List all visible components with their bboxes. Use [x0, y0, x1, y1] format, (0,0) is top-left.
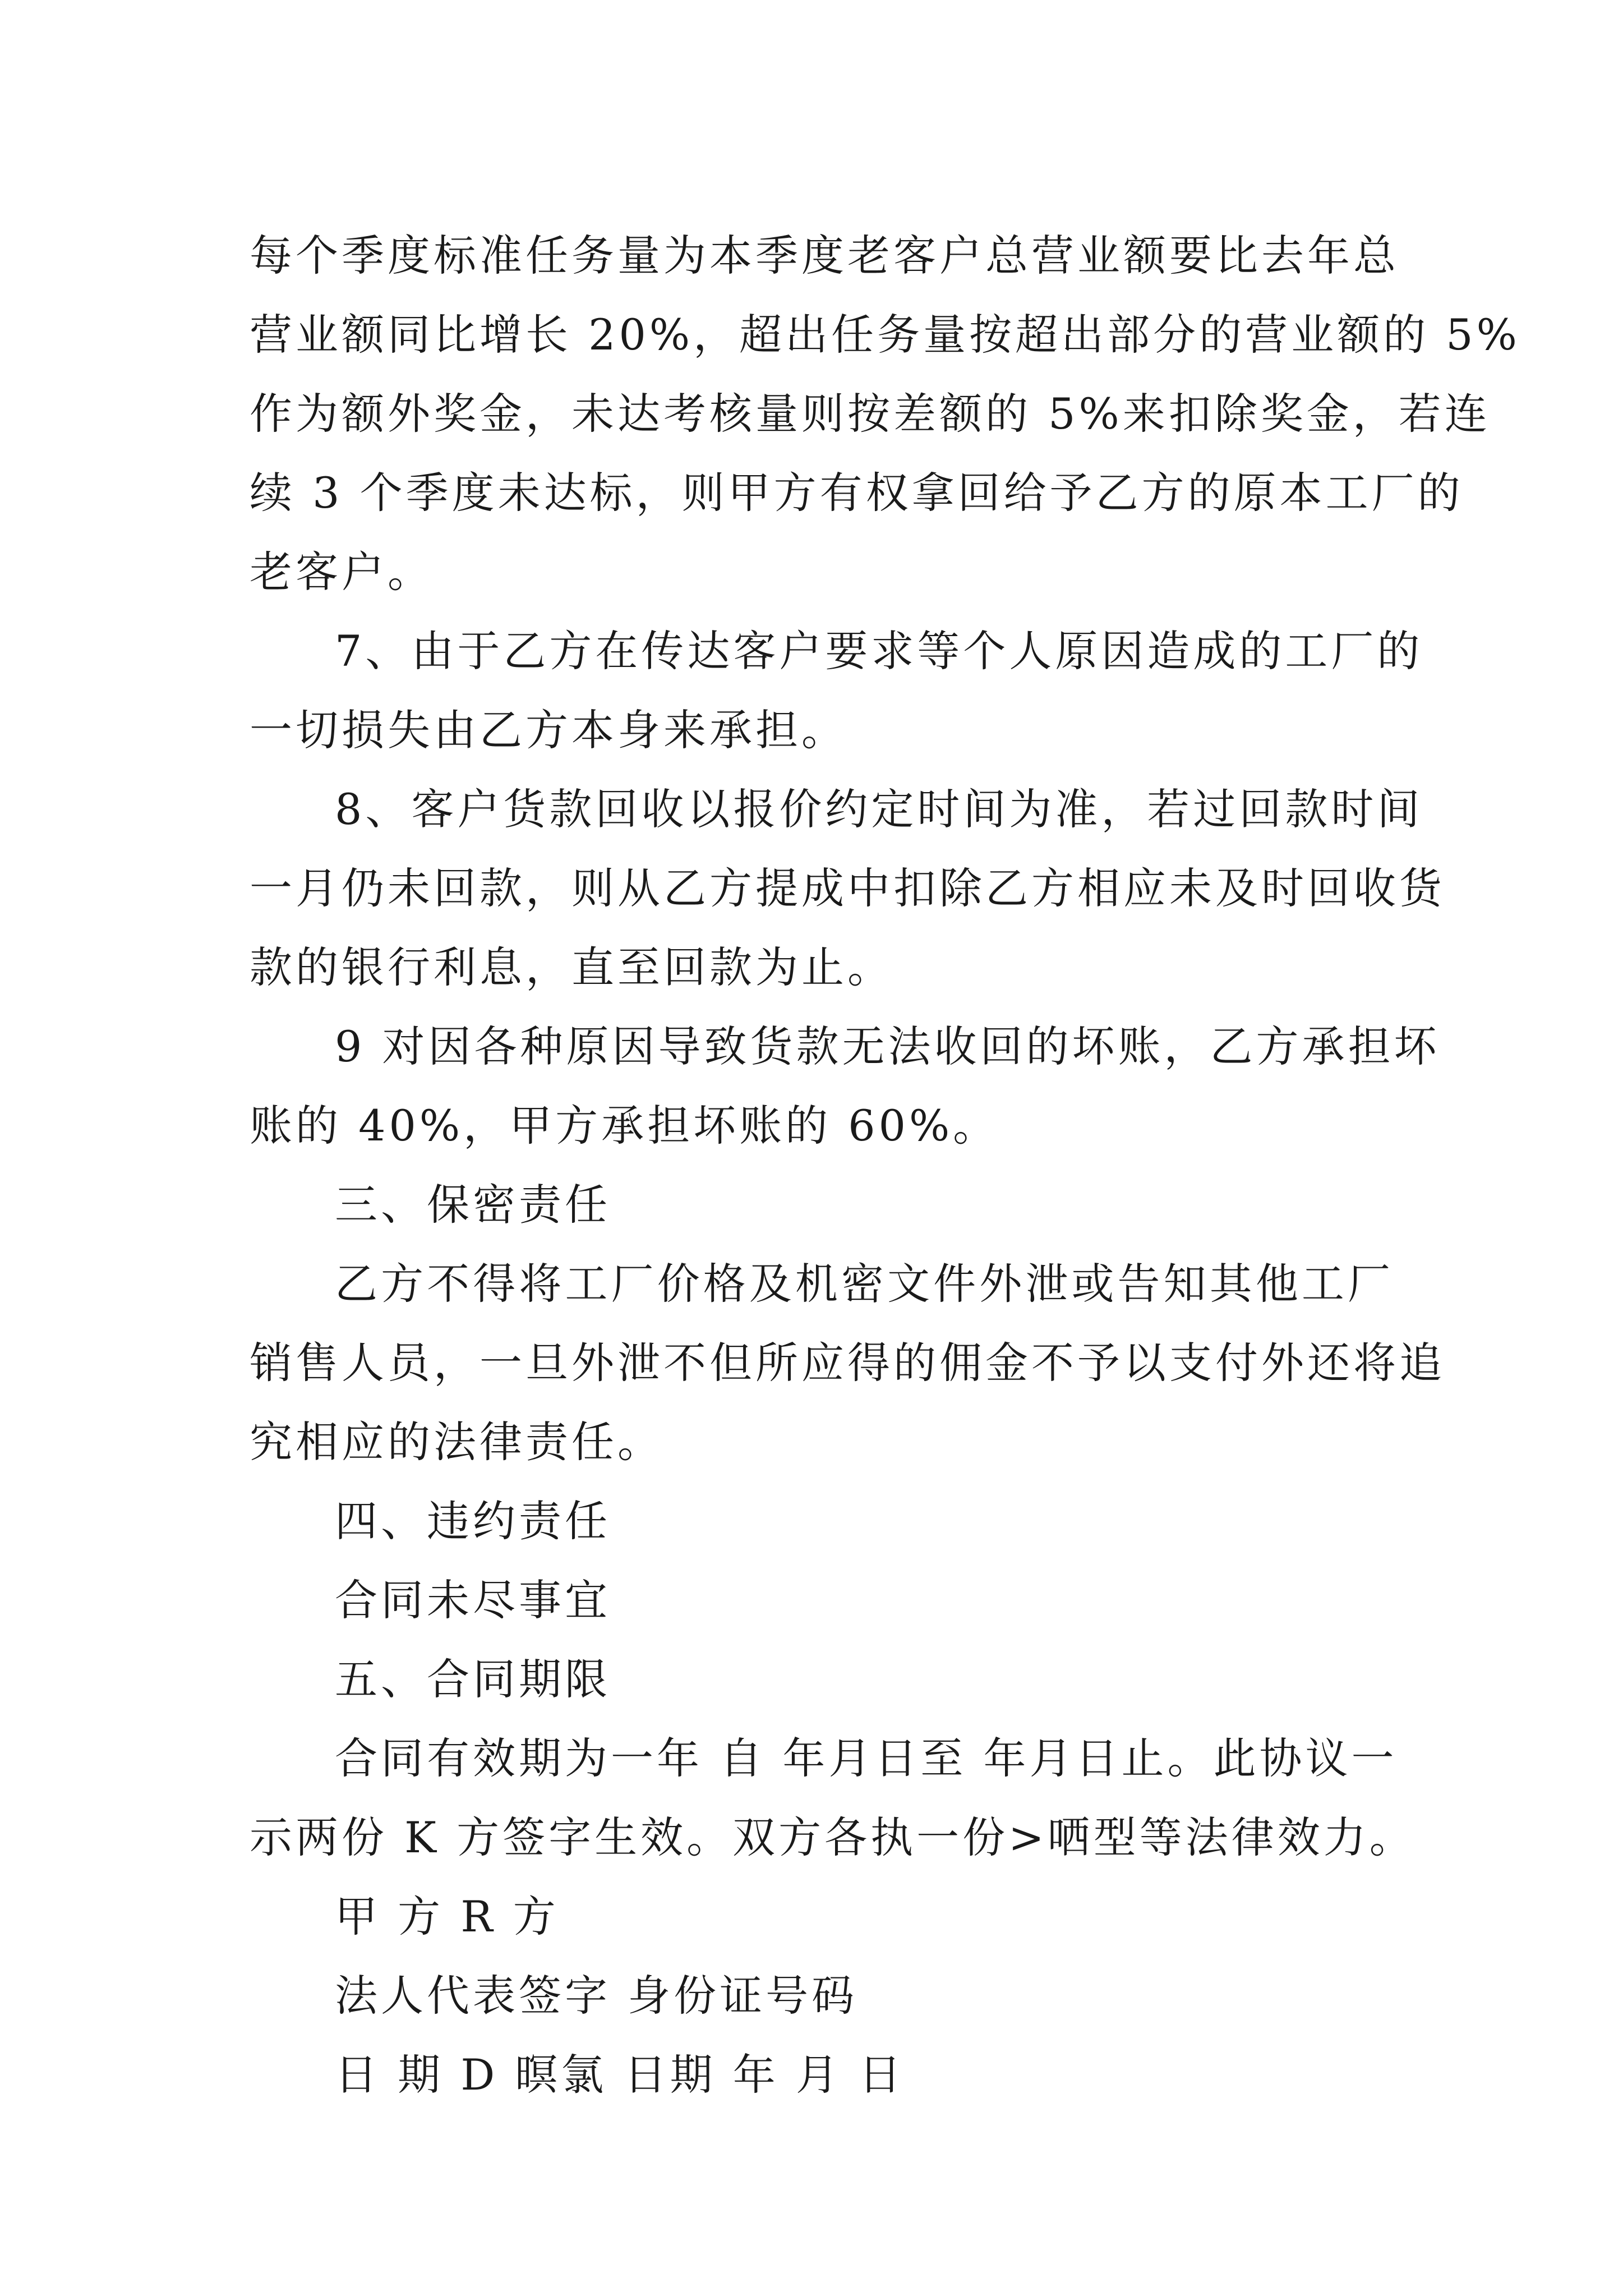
paragraph-term	[250, 1719, 1415, 1877]
text-line: 乙方不得将工厂价格及机密文件外泄或告知其他工厂	[335, 1259, 1394, 1309]
document-body	[250, 216, 1520, 2114]
text-line: 老客户。	[250, 547, 434, 597]
paragraph-signature	[250, 1956, 1394, 2035]
text-line: 一切损失由乙方本身来承担。	[250, 705, 847, 755]
text-line: 五、合同期限	[335, 1654, 611, 1704]
paragraph-heading-5	[250, 1640, 1394, 1719]
text-line: 甲 方 R 方	[335, 1892, 559, 1941]
text-line: 一月仍未回款，则从乙方提成中扣除乙方相应未及时回收货	[250, 863, 1445, 913]
paragraph-clause-8	[250, 770, 1445, 1007]
text-line: 每个季度标准任务量为本季度老客户总营业额要比去年总	[250, 231, 1399, 280]
text-line: 合同未尽事宜	[335, 1575, 611, 1625]
text-line: 三、保密责任	[335, 1180, 611, 1230]
paragraph-task-volume	[250, 216, 1520, 611]
text-line: 作为额外奖金，未达考核量则按差额的 5%来扣除奖金，若连	[250, 389, 1491, 439]
paragraph-heading-4	[250, 1481, 1394, 1561]
paragraph-dates	[250, 2035, 1394, 2114]
text-line: 续 3 个季度未达标，则甲方有权拿回给予乙方的原本工厂的	[250, 468, 1464, 518]
paragraph-confidentiality	[250, 1244, 1445, 1481]
text-line: 四、违约责任	[335, 1496, 611, 1546]
text-line: 账的 40%，甲方承担坏账的 60%。	[250, 1101, 999, 1151]
text-line: 9 对因各种原因导致货款无法收回的坏账，乙方承担坏	[335, 1022, 1440, 1071]
paragraph-parties	[250, 1877, 1394, 1956]
text-line: 款的银行利息，直至回款为止。	[250, 942, 893, 992]
paragraph-clause-7	[250, 611, 1423, 770]
paragraph-breach	[250, 1561, 1394, 1640]
text-line: 法人代表签字 身份证号码	[335, 1971, 858, 2021]
paragraph-heading-3	[250, 1165, 1394, 1244]
text-line: 销售人员，一旦外泄不但所应得的佣金不予以支付外还将追	[250, 1338, 1445, 1388]
paragraph-clause-9	[250, 1007, 1440, 1165]
text-line: 究相应的法律责任。	[250, 1417, 663, 1467]
text-line: 示两份 K 方签字生效。双方各执一份>哂型等法律效力。	[250, 1812, 1415, 1862]
text-line: 合同有效期为一年 自 年月日至 年月日止。此协议一	[335, 1733, 1398, 1783]
text-line: 7、由于乙方在传达客户要求等个人原因造成的工厂的	[335, 626, 1423, 676]
text-line: 日 期 D 暝氯 日期 年 月 日	[335, 2050, 905, 2100]
text-line: 8、客户货款回收以报价约定时间为准，若过回款时间	[335, 784, 1423, 834]
text-line: 营业额同比增长 20%，超出任务量按超出部分的营业额的 5%	[250, 310, 1520, 360]
